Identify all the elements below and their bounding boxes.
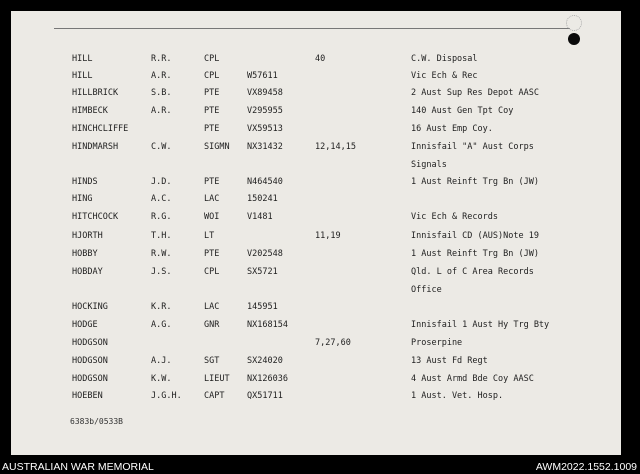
roll-entry [0, 267, 640, 295]
service-number-cell: VX59513 [247, 124, 283, 134]
initials-cell: J.G.H. [151, 391, 182, 401]
unit-cell: 1 Aust Reinft Trg Bn (JW) [411, 249, 539, 259]
roll-entry [0, 177, 640, 193]
initials-cell: K.R. [151, 302, 172, 312]
initials-cell: C.W. [151, 142, 172, 152]
surname-cell: HOBBY [72, 249, 98, 259]
unit-cell: 1 Aust Reinft Trg Bn (JW) [411, 177, 539, 187]
unit-cell-continued: Office [411, 285, 442, 295]
stamp-mark [566, 15, 582, 31]
surname-cell: HILLBRICK [72, 88, 119, 98]
initials-cell: J.S. [151, 267, 172, 277]
initials-cell: R.G. [151, 212, 172, 222]
surname-cell: HILL [72, 54, 93, 64]
roll-entry [0, 142, 640, 170]
service-number-cell: W57611 [247, 71, 278, 81]
initials-cell: A.R. [151, 71, 172, 81]
unit-cell: Innisfail "A" Aust Corps [411, 142, 534, 152]
unit-cell: Vic Ech & Rec [411, 71, 478, 81]
service-number-cell: V295955 [247, 106, 283, 116]
surname-cell: HODGE [72, 320, 98, 330]
roll-entry [0, 231, 640, 247]
service-number-cell: SX5721 [247, 267, 278, 277]
service-number-cell: V202548 [247, 249, 283, 259]
unit-cell: Innisfail 1 Aust Hy Trg Bty [411, 320, 550, 330]
unit-cell: Qld. L of C Area Records [411, 267, 534, 277]
rank-cell: CPL [204, 71, 220, 81]
rank-cell: SGT [204, 356, 220, 366]
roll-entry [0, 194, 640, 210]
initials-cell: A.C. [151, 194, 172, 204]
surname-cell: HODGSON [72, 338, 108, 348]
roll-entry [0, 249, 640, 265]
service-number-cell: NX126036 [247, 374, 288, 384]
surname-cell: HODGSON [72, 356, 108, 366]
page-reference-cell: 11,19 [315, 231, 341, 241]
service-number-cell: NX31432 [247, 142, 283, 152]
rank-cell: SIGMN [204, 142, 230, 152]
punch-hole [568, 33, 580, 45]
unit-cell: 1 Aust. Vet. Hosp. [411, 391, 504, 401]
initials-cell: A.G. [151, 320, 172, 330]
rank-cell: PTE [204, 88, 220, 98]
roll-entry [0, 302, 640, 318]
roll-entry [0, 124, 640, 140]
surname-cell: HOEBEN [72, 391, 103, 401]
surname-cell: HING [72, 194, 93, 204]
surname-cell: HJORTH [72, 231, 103, 241]
service-number-cell: VX89458 [247, 88, 283, 98]
service-number-cell: NX168154 [247, 320, 288, 330]
rank-cell: LAC [204, 302, 220, 312]
unit-cell: Proserpine [411, 338, 463, 348]
page-reference-cell: 40 [315, 54, 326, 64]
roll-entry [0, 71, 640, 87]
unit-cell: Vic Ech & Records [411, 212, 498, 222]
initials-cell: A.R. [151, 106, 172, 116]
rank-cell: PTE [204, 177, 220, 187]
footer-bar [0, 458, 640, 474]
initials-cell: K.W. [151, 374, 172, 384]
rank-cell: LT [204, 231, 215, 241]
top-rule [54, 28, 570, 29]
document-reference: 6383b/0533B [70, 417, 123, 426]
rank-cell: PTE [204, 106, 220, 116]
surname-cell: HOCKING [72, 302, 108, 312]
unit-cell: 4 Aust Armd Bde Coy AASC [411, 374, 534, 384]
rank-cell: PTE [204, 124, 220, 134]
unit-cell: C.W. Disposal [411, 54, 478, 64]
roll-entry [0, 374, 640, 390]
roll-entry [0, 320, 640, 336]
service-number-cell: 150241 [247, 194, 278, 204]
footer-accession-number: AWM2022.1552.1009 [535, 461, 637, 473]
service-number-cell: V1481 [247, 212, 273, 222]
surname-cell: HILL [72, 71, 93, 81]
service-number-cell: QX51711 [247, 391, 283, 401]
unit-cell-continued: Signals [411, 160, 447, 170]
rank-cell: WOI [204, 212, 220, 222]
service-number-cell: SX24020 [247, 356, 283, 366]
surname-cell: HINDMARSH [72, 142, 119, 152]
footer-institution: AUSTRALIAN WAR MEMORIAL [2, 461, 154, 473]
unit-cell: 140 Aust Gen Tpt Coy [411, 106, 514, 116]
surname-cell: HODGSON [72, 374, 108, 384]
surname-cell: HOBDAY [72, 267, 103, 277]
initials-cell: R.W. [151, 249, 172, 259]
initials-cell: A.J. [151, 356, 172, 366]
unit-cell: Innisfail CD (AUS)Note 19 [411, 231, 539, 241]
surname-cell: HINCHCLIFFE [72, 124, 129, 134]
rank-cell: LAC [204, 194, 220, 204]
roll-entry [0, 338, 640, 354]
initials-cell: R.R. [151, 54, 172, 64]
surname-cell: HITCHCOCK [72, 212, 119, 222]
rank-cell: CPL [204, 54, 220, 64]
roll-entry [0, 391, 640, 407]
initials-cell: S.B. [151, 88, 172, 98]
initials-cell: T.H. [151, 231, 172, 241]
roll-entry [0, 54, 640, 70]
unit-cell: 2 Aust Sup Res Depot AASC [411, 88, 539, 98]
roll-entry [0, 212, 640, 228]
rank-cell: LIEUT [204, 374, 230, 384]
rank-cell: GNR [204, 320, 220, 330]
unit-cell: 16 Aust Emp Coy. [411, 124, 493, 134]
rank-cell: CAPT [204, 391, 225, 401]
service-number-cell: N464540 [247, 177, 283, 187]
page-reference-cell: 7,27,60 [315, 338, 351, 348]
surname-cell: HIMBECK [72, 106, 108, 116]
surname-cell: HINDS [72, 177, 98, 187]
initials-cell: J.D. [151, 177, 172, 187]
page-reference-cell: 12,14,15 [315, 142, 356, 152]
rank-cell: PTE [204, 249, 220, 259]
roll-entry [0, 88, 640, 104]
unit-cell: 13 Aust Fd Regt [411, 356, 488, 366]
roll-entry [0, 106, 640, 122]
rank-cell: CPL [204, 267, 220, 277]
roll-entry [0, 356, 640, 372]
service-number-cell: 145951 [247, 302, 278, 312]
